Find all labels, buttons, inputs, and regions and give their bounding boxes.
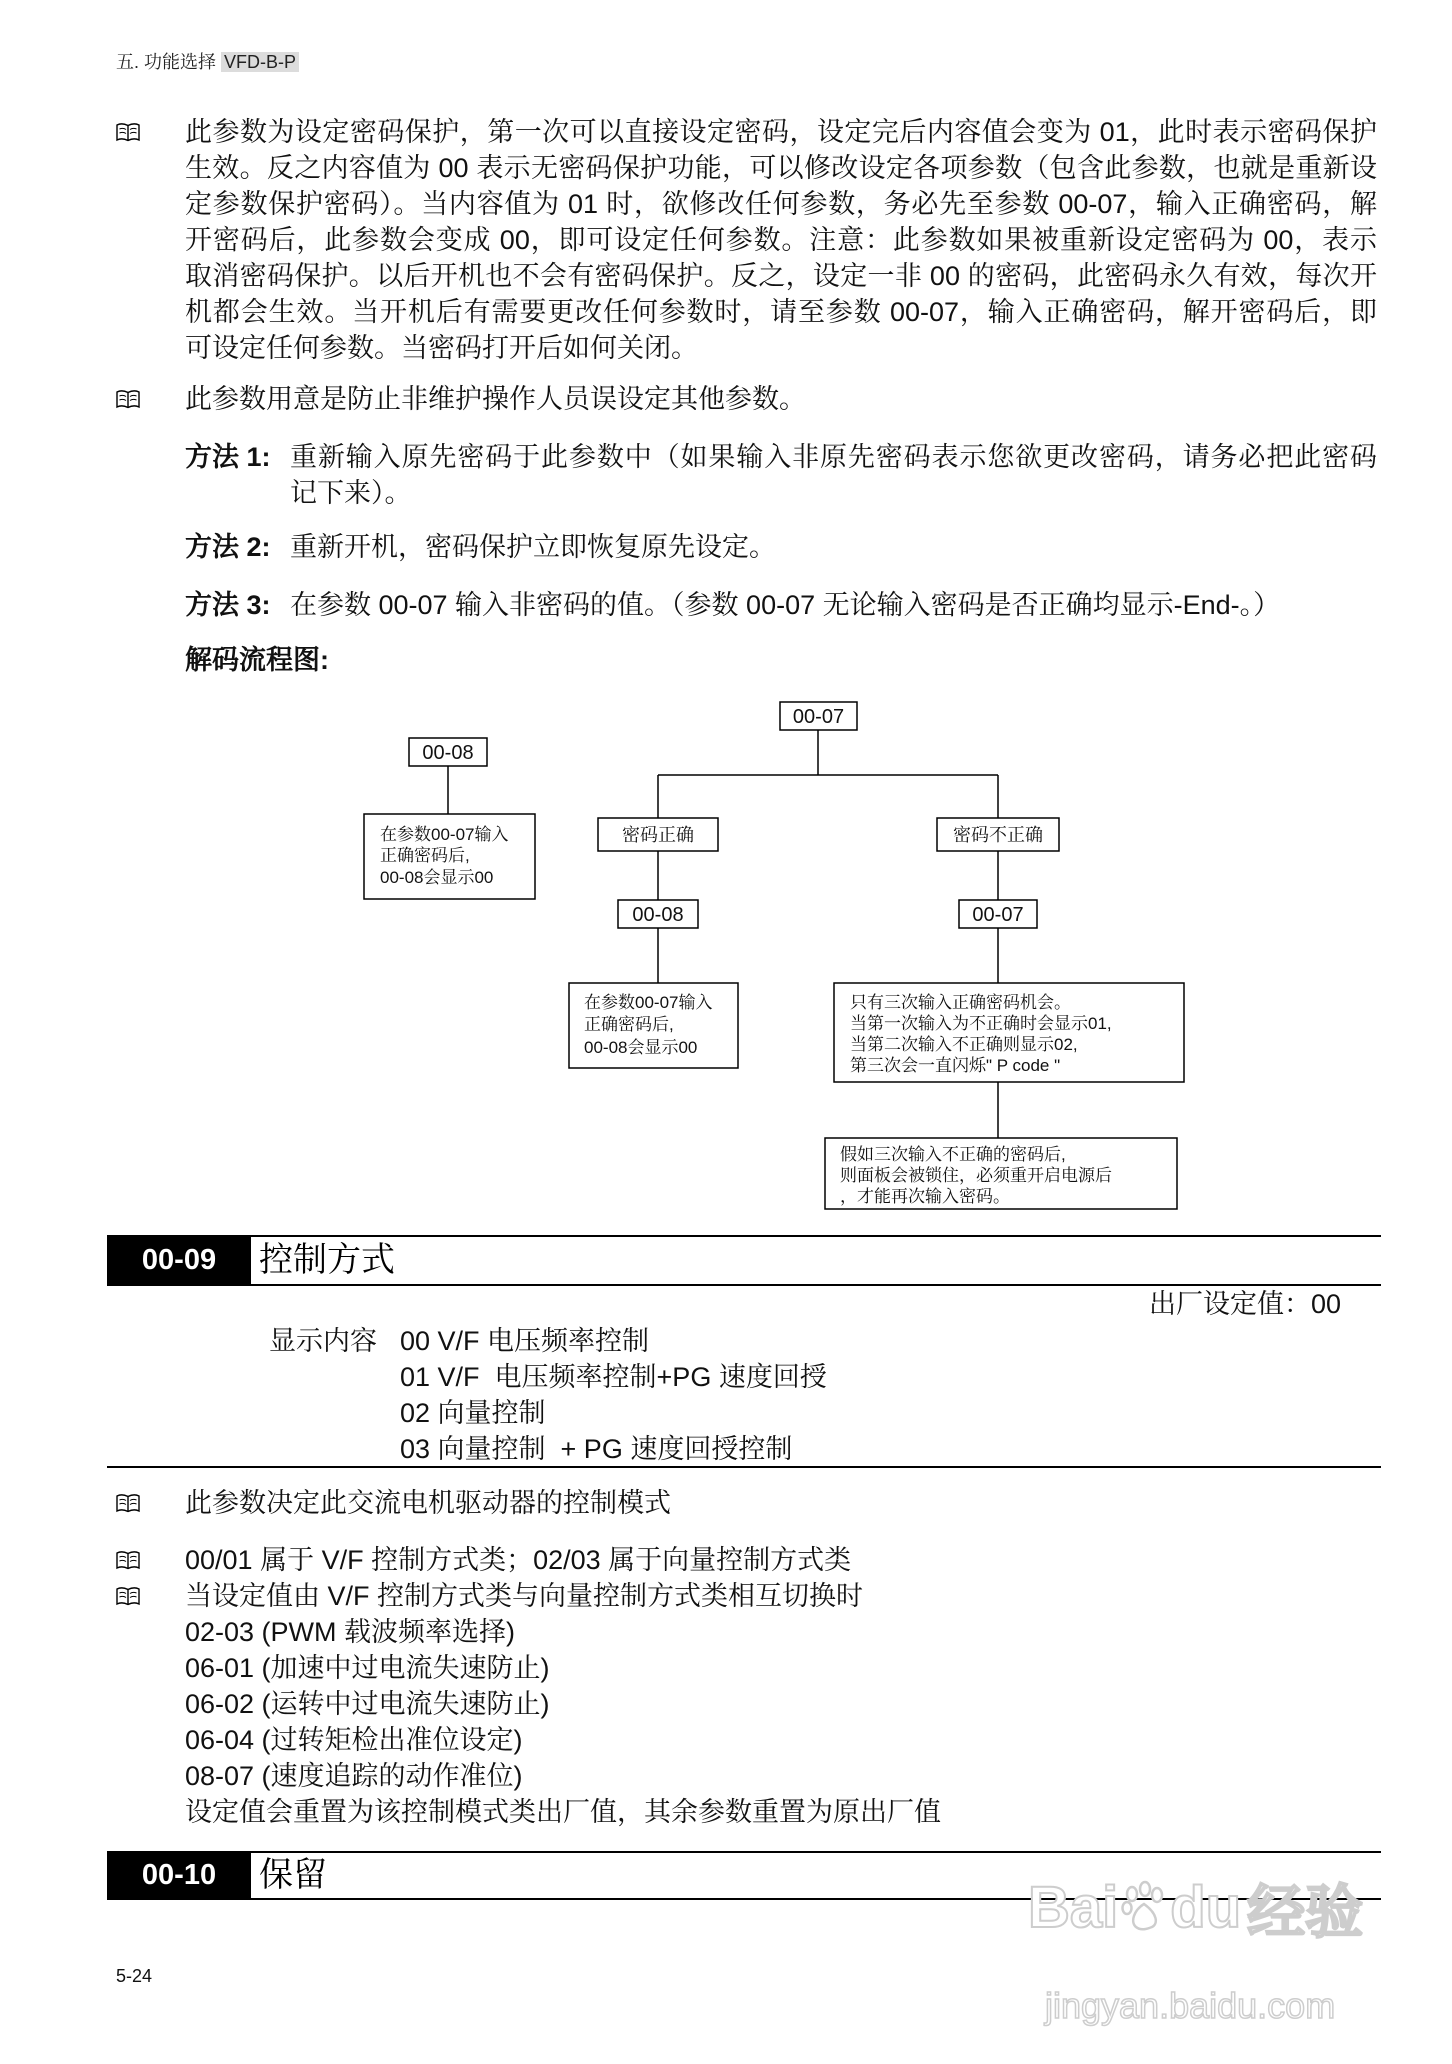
running-header bbox=[116, 50, 299, 74]
watermark-logo bbox=[1028, 1862, 1363, 1952]
note-line: 当设定值由 V/F 控制方式类与向量控制方式类相互切换时 bbox=[185, 1581, 864, 1611]
option-item: 01 V/F 电压频率控制+PG 速度回授 bbox=[400, 1362, 827, 1392]
affected-param: 06-04 (过转矩检出准位设定) bbox=[185, 1725, 523, 1755]
note-line: 开密码后，此参数会变成 00，即可设定任何参数。注意：此参数如果被重新设定密码为 00，表示 bbox=[185, 225, 1377, 255]
flow-incorrect-result-line: 第三次会一直闪烁" P code " bbox=[850, 1056, 1061, 1075]
affected-param: 06-02 (运转中过电流失速防止) bbox=[185, 1689, 550, 1719]
watermark-brand-b: du bbox=[1170, 1874, 1242, 1940]
section-code-00-10: 00-10 bbox=[107, 1851, 251, 1900]
affected-param: 06-01 (加速中过电流失速防止) bbox=[185, 1653, 550, 1683]
note-line: 生效。反之内容值为 00 表示无密码保护功能，可以修改设定各项参数（包含此参数，也就是重新设 bbox=[185, 153, 1377, 183]
flow-lockout-line: ，才能再次输入密码。 bbox=[840, 1187, 1010, 1206]
decode-flowchart bbox=[355, 695, 1195, 1215]
flow-incorrect-result-line: 只有三次输入正确密码机会。 bbox=[850, 993, 1071, 1012]
note-line: 取消密码保护。以后开机也不会有密码保护。反之，设定一非 00 的密码，此密码永久有效，每次开 bbox=[185, 261, 1377, 291]
note-purpose: 此参数用意是防止非维护操作人员误设定其他参数。 bbox=[185, 384, 806, 414]
watermark-brand-a: Bai bbox=[1028, 1874, 1119, 1940]
flow-correct-result-line: 正确密码后, bbox=[584, 1015, 674, 1034]
flowchart-title: 解码流程图: bbox=[185, 645, 329, 675]
option-item: 02 向量控制 bbox=[400, 1398, 546, 1428]
paw-icon bbox=[1120, 1880, 1168, 1934]
flow-side-result-line: 00-08会显示00 bbox=[380, 868, 494, 887]
watermark-brand-c: 经验 bbox=[1247, 1880, 1364, 1945]
affected-param: 02-03 (PWM 载波频率选择) bbox=[185, 1617, 516, 1647]
book-icon bbox=[116, 1550, 140, 1570]
method-line: 记下来）。 bbox=[290, 478, 412, 508]
flow-correct-result-line: 在参数00-07输入 bbox=[584, 993, 713, 1012]
flow-incorrect-label: 密码不正确 bbox=[953, 825, 1043, 845]
flow-side-param-label: 00-08 bbox=[422, 742, 474, 764]
option-item: 00 V/F 电压频率控制 bbox=[400, 1326, 650, 1356]
note-mode-classes: 00/01 属于 V/F 控制方式类；02/03 属于向量控制方式类 bbox=[185, 1545, 852, 1575]
factory-default: 出厂设定值：00 bbox=[1148, 1289, 1341, 1319]
method-1-text bbox=[290, 439, 1377, 511]
note-password-protection bbox=[185, 114, 1377, 366]
flow-correct-result-line: 00-08会显示00 bbox=[584, 1038, 698, 1057]
book-icon bbox=[116, 389, 140, 409]
flow-incorrect-result-line: 当第二次输入不正确则显示02, bbox=[850, 1035, 1078, 1054]
display-label: 显示内容 bbox=[269, 1326, 377, 1356]
flow-side-result-line: 在参数00-07输入 bbox=[380, 825, 509, 844]
flow-correct-param-label: 00-08 bbox=[632, 904, 684, 926]
book-icon bbox=[116, 1586, 140, 1606]
option-item: 03 向量控制 + PG 速度回授控制 bbox=[400, 1434, 793, 1464]
header-model: VFD-B-P bbox=[221, 52, 299, 72]
header-section: 五. 功能选择 bbox=[116, 52, 222, 72]
note-line: 可设定任何参数。当密码打开后如何关闭。 bbox=[185, 333, 698, 363]
section-title-00-10: 保留 bbox=[259, 1856, 327, 1894]
note-mode-switch bbox=[185, 1578, 941, 1830]
flow-lockout-line: 则面板会被锁住，必须重开启电源后 bbox=[840, 1166, 1112, 1185]
method-line: 重新输入原先密码于此参数中（如果输入非原先密码表示您欲更改密码，请务必把此密码 bbox=[290, 442, 1377, 472]
note-line: 此参数为设定密码保护，第一次可以直接设定密码，设定完后内容值会变为 01，此时表示密码保护 bbox=[185, 117, 1377, 147]
flow-lockout-line: 假如三次输入不正确的密码后, bbox=[840, 1145, 1066, 1164]
method-3-label: 方法 3: bbox=[185, 590, 271, 620]
watermark-url: jingyan.baidu.com bbox=[1045, 1985, 1336, 2026]
note-control-mode: 此参数决定此交流电机驱动器的控制模式 bbox=[185, 1488, 671, 1518]
affected-param: 08-07 (速度追踪的动作准位) bbox=[185, 1761, 523, 1791]
flow-incorrect-result-line: 当第一次输入为不正确时会显示01, bbox=[850, 1014, 1112, 1033]
section-code-00-09: 00-09 bbox=[107, 1235, 251, 1286]
method-2-label: 方法 2: bbox=[185, 532, 271, 562]
flow-incorrect-param-label: 00-07 bbox=[972, 904, 1024, 926]
book-icon bbox=[116, 122, 140, 142]
flow-correct-label: 密码正确 bbox=[622, 825, 694, 845]
section-title-00-09: 控制方式 bbox=[259, 1241, 395, 1279]
note-line: 机都会生效。当开机后有需要更改任何参数时，请至参数 00-07，输入正确密码，解开密码后，即 bbox=[185, 297, 1377, 327]
method-2-text: 重新开机，密码保护立即恢复原先设定。 bbox=[290, 532, 776, 562]
method-1-label: 方法 1: bbox=[185, 442, 271, 472]
note-line: 定参数保护密码）。当内容值为 01 时，欲修改任何参数，务必先至参数 00-07，输入正确密码，解 bbox=[185, 189, 1377, 219]
flow-side-result-line: 正确密码后, bbox=[380, 846, 470, 865]
book-icon bbox=[116, 1493, 140, 1513]
reset-note: 设定值会重置为该控制模式类出厂值，其余参数重置为原出厂值 bbox=[185, 1797, 941, 1827]
page-number: 5-24 bbox=[116, 1966, 153, 1986]
options-rule bbox=[107, 1466, 1381, 1468]
method-3-text: 在参数 00-07 输入非密码的值。（参数 00-07 无论输入密码是否正确均显示-End-。） bbox=[290, 590, 1281, 620]
flow-start-label: 00-07 bbox=[792, 706, 845, 728]
